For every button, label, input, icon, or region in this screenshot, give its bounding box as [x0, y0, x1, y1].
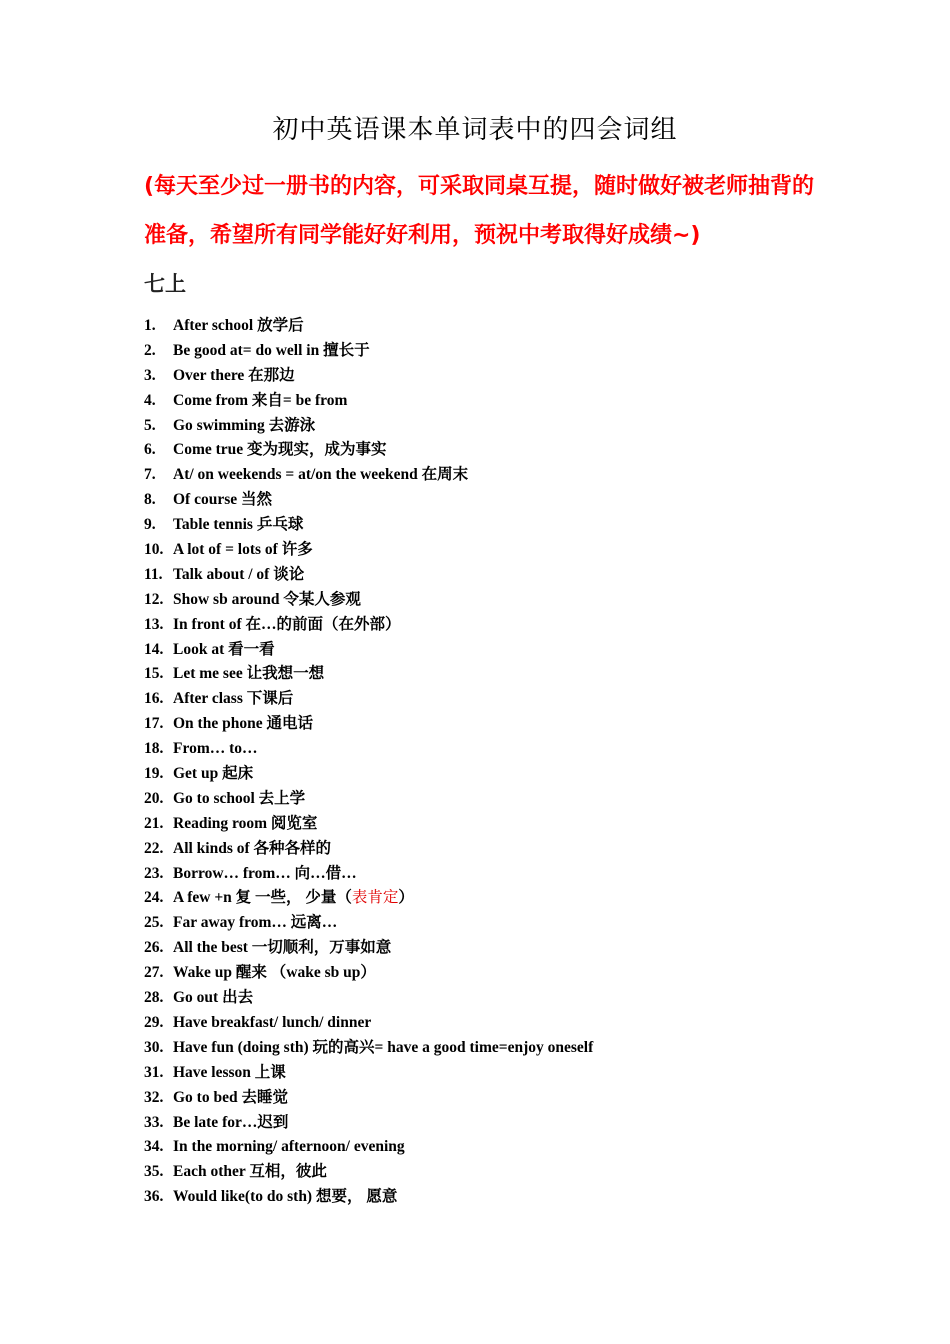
list-item	[144, 1011, 864, 1036]
item-number: 10.	[144, 541, 164, 559]
list-item	[144, 1185, 864, 1210]
list-item	[144, 563, 864, 588]
item-number: 34.	[144, 1138, 164, 1156]
item-text: Get up 起床	[173, 765, 254, 783]
item-text: Have lesson 上课	[173, 1063, 286, 1081]
section-heading: 七上	[144, 272, 186, 296]
item-text: Look at 看一看	[173, 640, 275, 658]
item-text: Go to bed 去睡觉	[173, 1088, 288, 1106]
item-text: At/ on weekends = at/on the weekend 在周末	[173, 466, 469, 484]
item-number: 3.	[144, 366, 156, 384]
list-item	[144, 1036, 864, 1061]
item-number: 17.	[144, 715, 164, 733]
list-item	[144, 414, 864, 439]
item-number: 5.	[144, 416, 156, 434]
item-text: Go swimming 去游泳	[173, 416, 316, 434]
red-notice: (每天至少过一册书的内容，可采取同桌互提，随时做好被老师抽背的准备，希望所有同学能好好利用，预祝中考取得好成绩~)	[144, 174, 815, 248]
item-text: Over there 在那边	[173, 366, 295, 384]
item-number: 25.	[144, 914, 164, 932]
item-text: Would like(to do sth) 想要， 愿意	[173, 1188, 398, 1206]
list-item	[144, 662, 864, 687]
phrase-list	[144, 314, 864, 1210]
item-number: 12.	[144, 590, 164, 608]
item-number: 15.	[144, 665, 164, 683]
list-item	[144, 389, 864, 414]
list-item	[144, 886, 864, 911]
item-number: 26.	[144, 939, 164, 957]
list-item	[144, 961, 864, 986]
list-item	[144, 936, 864, 961]
item-number: 27.	[144, 964, 164, 982]
item-highlight: 表肯定	[351, 889, 399, 907]
list-item	[144, 762, 864, 787]
item-text-tail: ）	[398, 889, 414, 907]
item-number: 9.	[144, 516, 156, 534]
item-text: Of course 当然	[173, 491, 273, 509]
list-item	[144, 463, 864, 488]
list-item	[144, 538, 864, 563]
list-item	[144, 1135, 864, 1160]
item-number: 16.	[144, 690, 164, 708]
item-number: 22.	[144, 839, 164, 857]
item-text: Each other 互相，彼此	[173, 1163, 327, 1181]
list-item	[144, 862, 864, 887]
item-text: Come true 变为现实，成为事实	[173, 441, 387, 459]
list-item	[144, 712, 864, 737]
list-item	[144, 488, 864, 513]
item-number: 1.	[144, 317, 156, 334]
item-text: Far away from… 远离…	[173, 914, 338, 932]
item-text: Let me see 让我想一想	[173, 665, 325, 683]
list-item	[144, 812, 864, 837]
list-item	[144, 638, 864, 663]
item-text: In the morning/ afternoon/ evening	[173, 1138, 405, 1156]
list-item	[144, 438, 864, 463]
item-text: All kinds of 各种各样的	[173, 839, 332, 857]
item-number: 20.	[144, 789, 164, 807]
item-number: 21.	[144, 814, 164, 832]
item-number: 13.	[144, 615, 164, 633]
item-text: From… to…	[173, 740, 258, 758]
list-item	[144, 513, 864, 538]
item-text: Be late for…迟到	[173, 1113, 289, 1131]
item-number: 7.	[144, 466, 156, 484]
item-number: 6.	[144, 441, 156, 459]
list-item	[144, 613, 864, 638]
list-item	[144, 588, 864, 613]
item-number: 33.	[144, 1113, 164, 1131]
item-number: 23.	[144, 864, 164, 882]
list-item	[144, 1111, 864, 1136]
item-text: Go out 出去	[173, 989, 254, 1007]
item-number: 11.	[144, 565, 163, 583]
item-text: After school 放学后	[173, 317, 304, 334]
list-item	[144, 687, 864, 712]
item-number: 36.	[144, 1188, 164, 1206]
item-text: A few +n 复 一些， 少量（	[173, 889, 352, 907]
item-number: 35.	[144, 1163, 164, 1181]
list-item	[144, 1086, 864, 1111]
list-item	[144, 986, 864, 1011]
item-text: After class 下课后	[173, 690, 294, 708]
item-text: Have breakfast/ lunch/ dinner	[173, 1013, 372, 1031]
item-number: 4.	[144, 391, 156, 409]
item-number: 14.	[144, 640, 164, 658]
item-number: 18.	[144, 740, 164, 758]
item-number: 19.	[144, 765, 164, 783]
item-number: 28.	[144, 989, 164, 1007]
list-item	[144, 911, 864, 936]
item-number: 31.	[144, 1063, 164, 1081]
list-item	[144, 364, 864, 389]
item-text: Show sb around 令某人参观	[173, 590, 361, 608]
list-item	[144, 1061, 864, 1086]
page-title: 初中英语课本单词表中的四会词组	[272, 115, 678, 145]
list-item	[144, 339, 864, 364]
item-text: Table tennis 乒乓球	[173, 516, 304, 534]
list-item	[144, 737, 864, 762]
list-item	[144, 1160, 864, 1185]
item-text: Come from 来自= be from	[173, 391, 348, 409]
item-number: 24.	[144, 889, 164, 907]
item-text: In front of 在…的前面（在外部）	[173, 615, 401, 633]
item-text: Borrow… from… 向…借…	[173, 864, 357, 882]
list-item	[144, 787, 864, 812]
item-text: Go to school 去上学	[173, 789, 306, 807]
item-number: 29.	[144, 1013, 164, 1031]
item-text: All the best 一切顺利，万事如意	[173, 939, 392, 957]
item-number: 32.	[144, 1088, 164, 1106]
item-text: On the phone 通电话	[173, 715, 313, 733]
list-item	[144, 314, 864, 339]
item-text: Talk about / of 谈论	[173, 565, 305, 583]
item-text: Reading room 阅览室	[173, 814, 318, 832]
item-text: Have fun (doing sth) 玩的高兴= have a good time=enjoy oneself	[173, 1038, 594, 1056]
item-text: A lot of = lots of 许多	[173, 541, 313, 559]
item-text: Wake up 醒来 （wake sb up）	[173, 964, 376, 982]
item-text: Be good at= do well in 擅长于	[173, 341, 370, 359]
item-number: 2.	[144, 341, 156, 359]
item-number: 30.	[144, 1038, 164, 1056]
list-item	[144, 837, 864, 862]
item-number: 8.	[144, 491, 156, 509]
